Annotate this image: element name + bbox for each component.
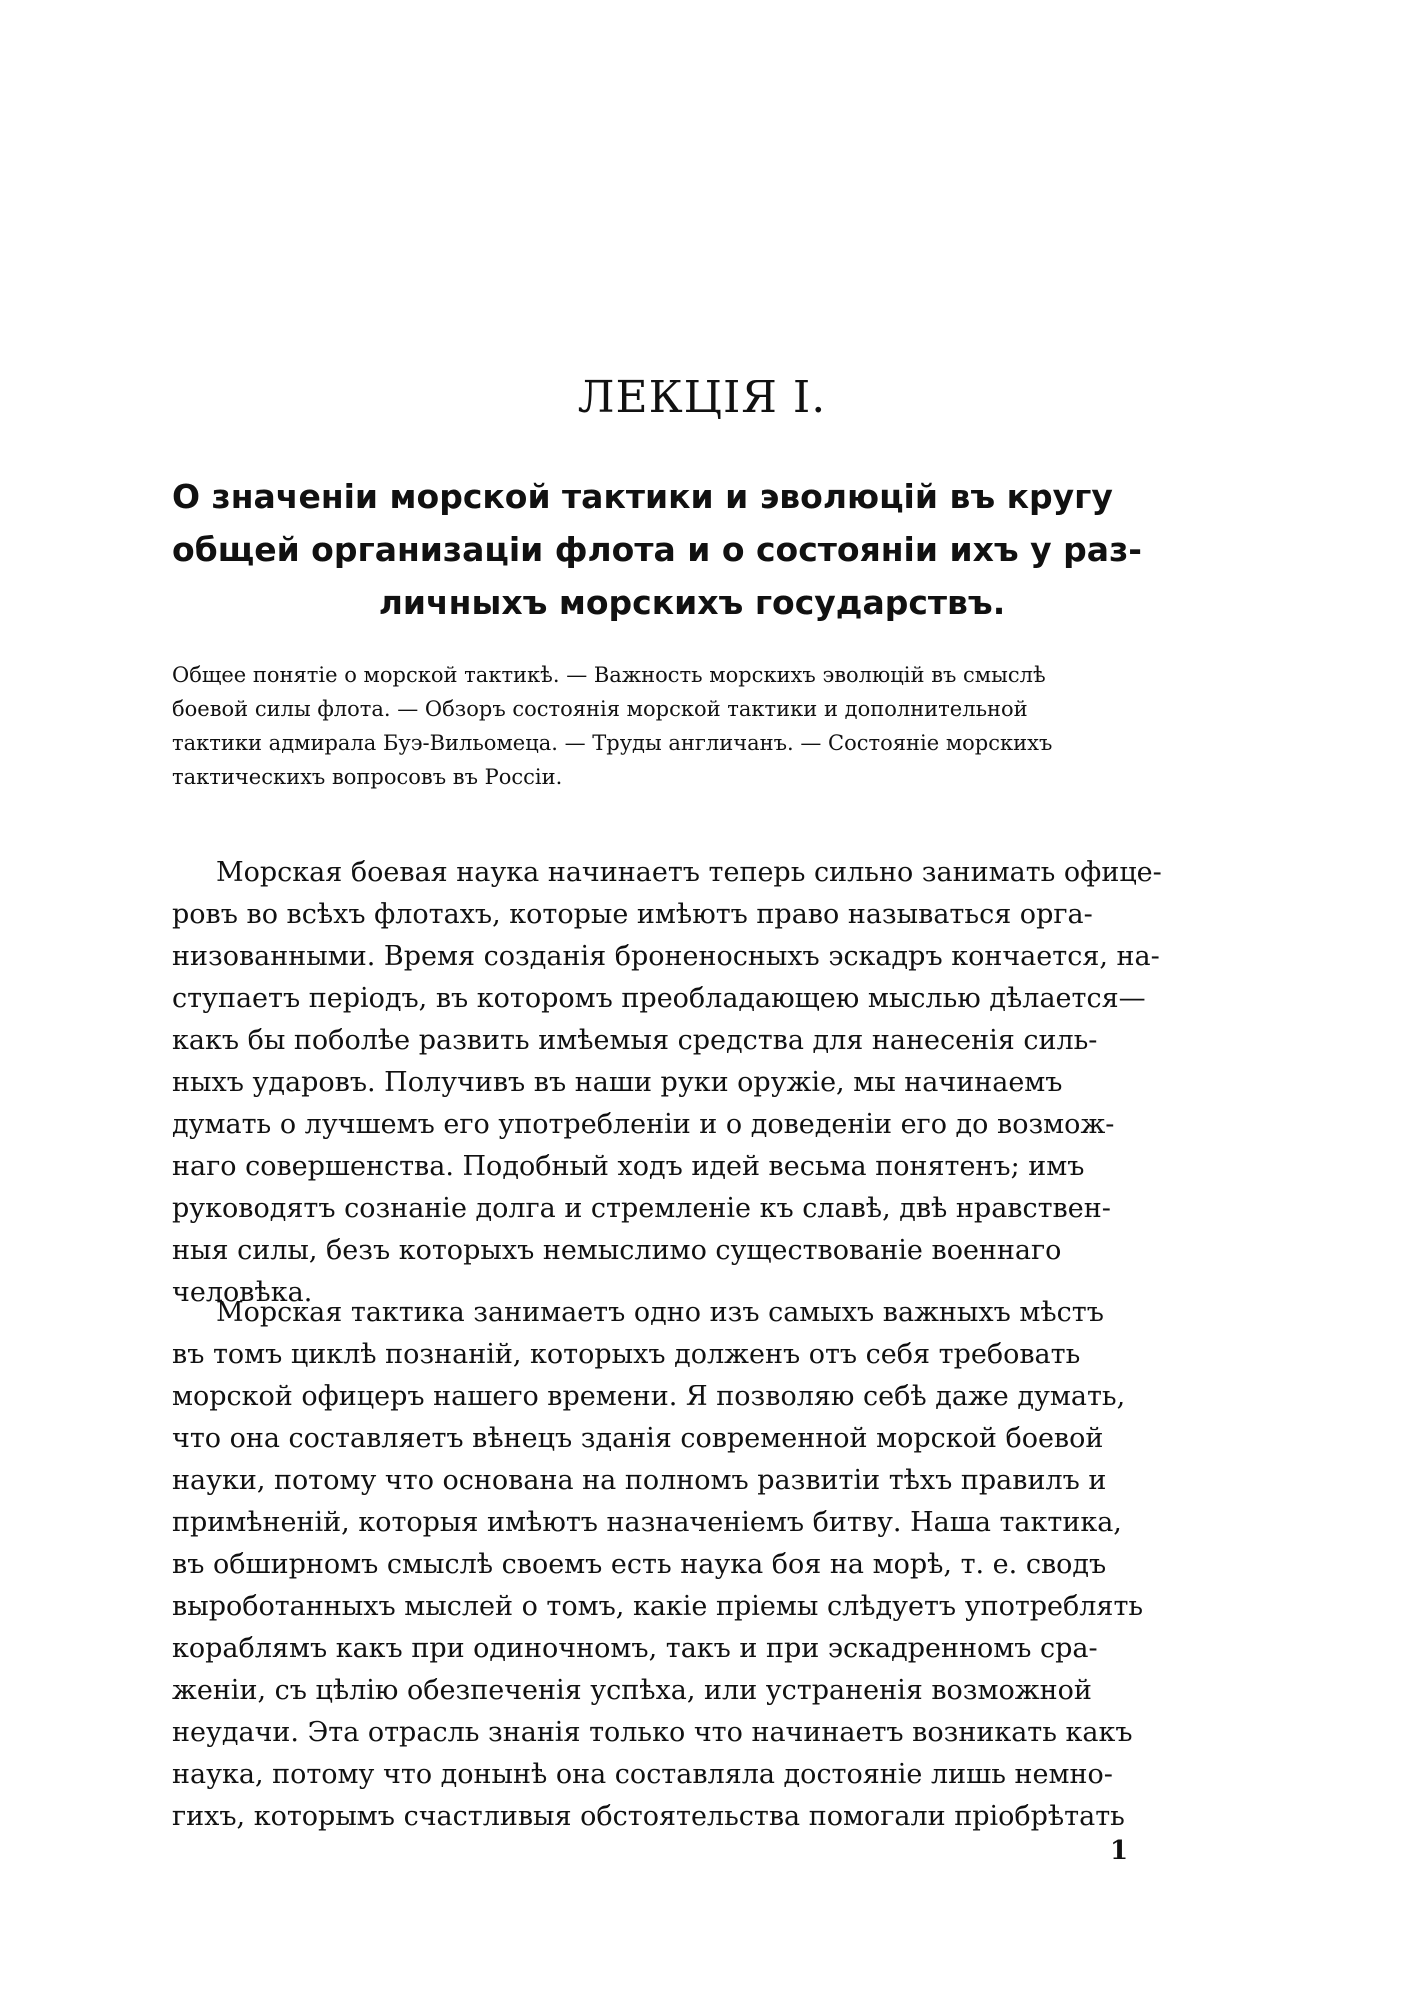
body-line: что она составляетъ вѣнецъ зданія современной морской боевой xyxy=(172,1423,1104,1454)
summary-line: боевой силы флота. — Обзоръ состоянія морской тактики и дополнительной xyxy=(172,697,1028,721)
body-line: наго совершенства. Подобный ходъ идей весьма понятенъ; имъ xyxy=(172,1151,1085,1182)
chapter-heading xyxy=(172,470,1212,629)
body-line: выроботанныхъ мыслей о томъ, какіе пріемы слѣдуетъ употреблять xyxy=(172,1591,1144,1622)
body-line: Морская тактика занимаетъ одно изъ самыхъ важныхъ мѣстъ xyxy=(216,1297,1104,1328)
summary-line: тактики адмирала Буэ-Вильомеца. — Труды англичанъ. — Состояніе морскихъ xyxy=(172,731,1053,755)
body-line: Морская боевая наука начинаетъ теперь сильно занимать офице- xyxy=(216,857,1162,888)
body-line: въ томъ циклѣ познаній, которыхъ долженъ отъ себя требовать xyxy=(172,1339,1081,1370)
body-line: ступаетъ періодъ, въ которомъ преобладающею мыслью дѣлается— xyxy=(172,983,1146,1014)
body-line: гихъ, которымъ счастливыя обстоятельства помогали пріобрѣтать xyxy=(172,1801,1125,1832)
body-line: думать о лучшемъ его употребленіи и о доведеніи его до возмож- xyxy=(172,1109,1115,1140)
chapter-summary xyxy=(172,658,1212,794)
body-line: кораблямъ какъ при одиночномъ, такъ и при эскадренномъ сра- xyxy=(172,1633,1098,1664)
heading-line: О значеніи морской тактики и эволюцій въ кругу xyxy=(172,477,1113,516)
body-line: морской офицеръ нашего времени. Я позволяю себѣ даже думать, xyxy=(172,1381,1126,1412)
body-line: въ обширномъ смыслѣ своемъ есть наука боя на морѣ, т. е. сводъ xyxy=(172,1549,1107,1580)
body-line: примѣненій, которыя имѣютъ назначеніемъ битву. Наша тактика, xyxy=(172,1507,1122,1538)
paragraph-1 xyxy=(172,852,1222,1314)
summary-line: тактическихъ вопросовъ въ Россіи. xyxy=(172,765,563,789)
body-line: руководятъ сознаніе долга и стремленіе къ славѣ, двѣ нравствен- xyxy=(172,1193,1111,1224)
body-line: наука, потому что донынѣ она составляла достояніе лишь немно- xyxy=(172,1759,1113,1790)
summary-line: Общее понятіе о морской тактикѣ. — Важность морскихъ эволюцій въ смыслѣ xyxy=(172,663,1046,687)
heading-line: общей организаціи флота и о состояніи ихъ у раз- xyxy=(172,530,1142,569)
body-line: ровъ во всѣхъ флотахъ, которые имѣютъ право называться орга- xyxy=(172,899,1093,930)
body-line: ныя силы, безъ которыхъ немыслимо существованіе военнаго xyxy=(172,1235,1062,1266)
body-line: неудачи. Эта отрасль знанія только что начинаетъ возникать какъ xyxy=(172,1717,1133,1748)
body-line: низованными. Время созданія броненосныхъ эскадръ кончается, на- xyxy=(172,941,1160,972)
heading-line: личныхъ морскихъ государствъ. xyxy=(378,583,1006,622)
paragraph-2 xyxy=(172,1292,1222,1838)
lecture-title: ЛЕКЦІЯ I. xyxy=(577,372,827,423)
body-line: науки, потому что основана на полномъ развитіи тѣхъ правилъ и xyxy=(172,1465,1107,1496)
body-line: какъ бы поболѣе развить имѣемыя средства для нанесенія силь- xyxy=(172,1025,1098,1056)
body-line: женіи, съ цѣлію обезпеченія успѣха, или устраненія возможной xyxy=(172,1675,1092,1706)
body-line: ныхъ ударовъ. Получивъ въ наши руки оружіе, мы начинаемъ xyxy=(172,1067,1063,1098)
page-number: 1 xyxy=(1110,1836,1129,1866)
body-line: человѣка. xyxy=(172,1277,313,1308)
